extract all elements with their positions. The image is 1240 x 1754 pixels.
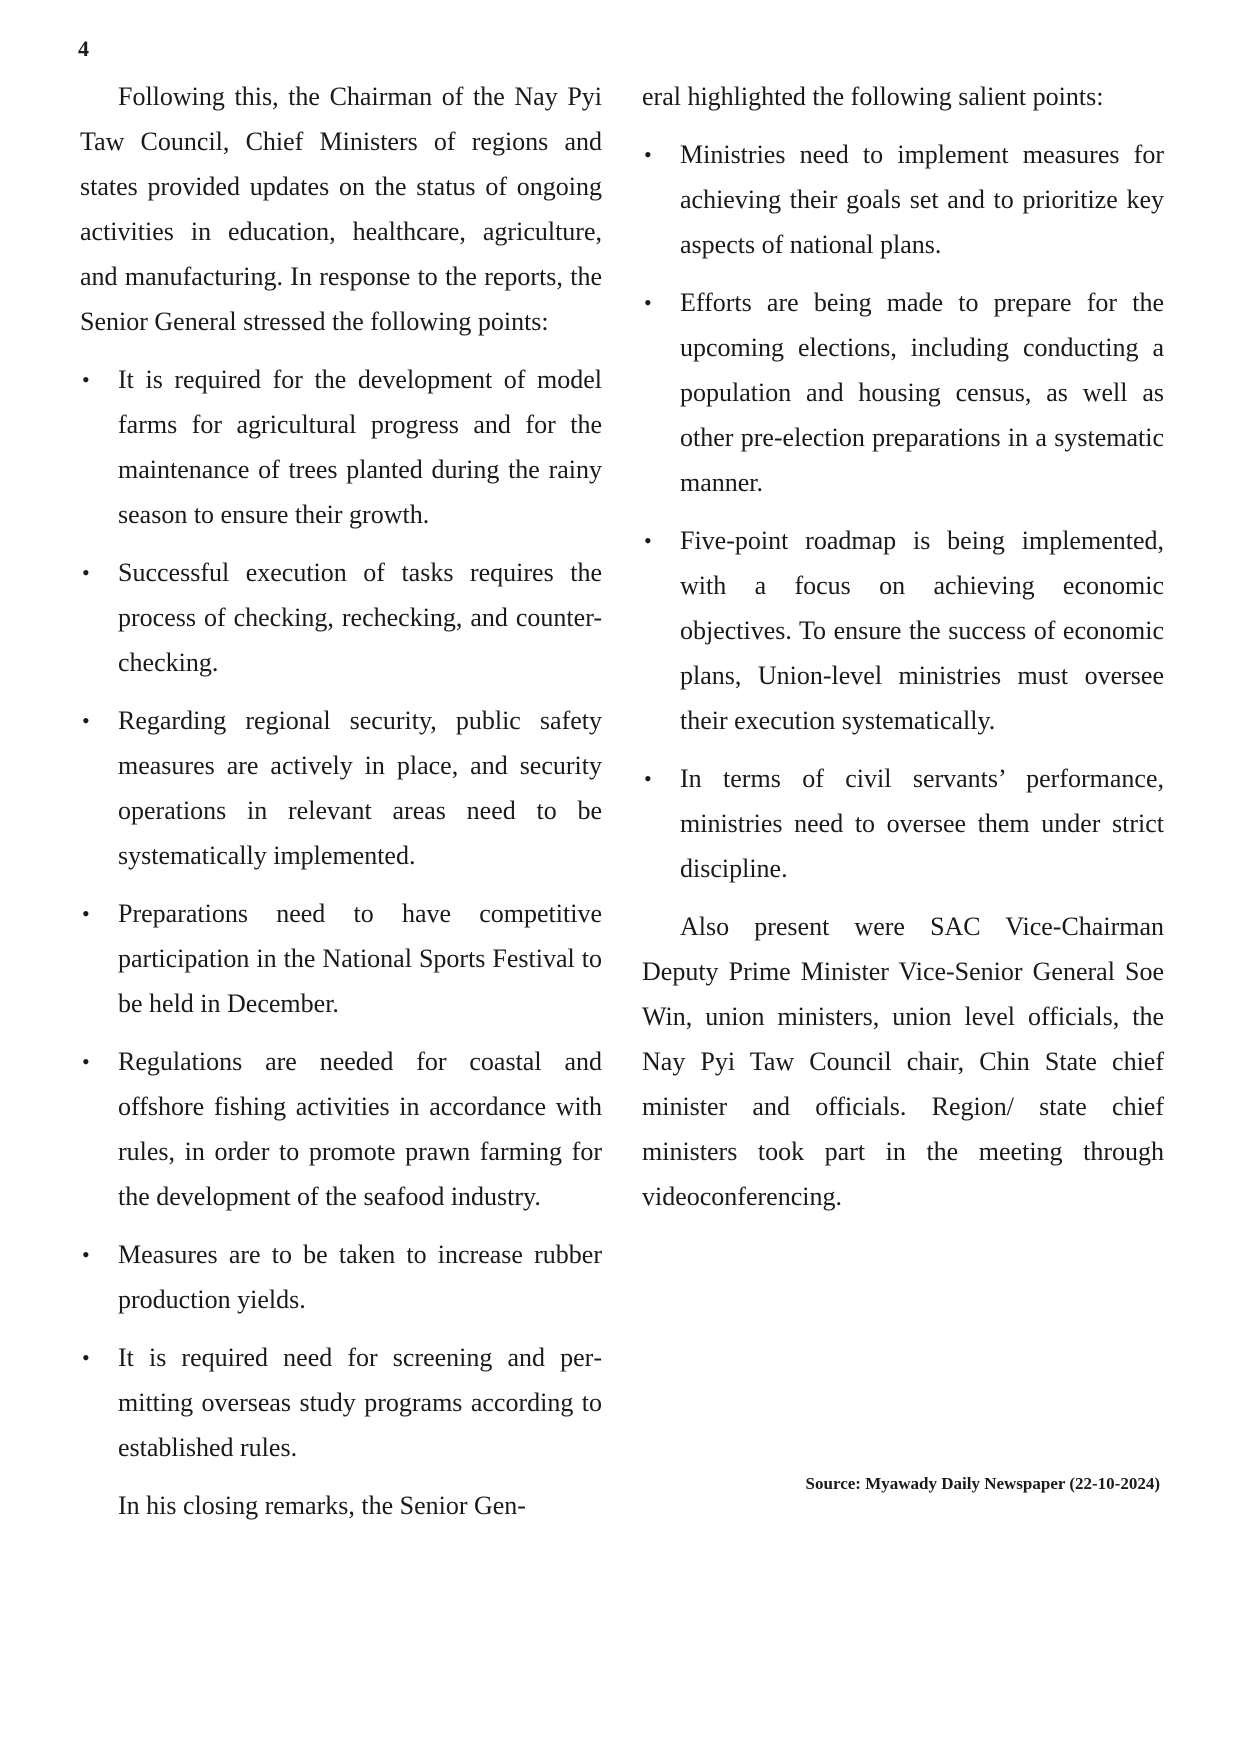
- bullet-icon: •: [644, 766, 652, 791]
- closing-remarks-paragraph: In his closing remarks, the Senior Gen-: [118, 1491, 526, 1520]
- list-item-text: Ministries need to implement measures for achieving their goals set and to prioritize key aspects of national plans.: [680, 140, 1164, 259]
- list-item: [642, 518, 1164, 743]
- bullet-icon: •: [644, 290, 652, 315]
- list-item-text: It is required need for screening and permitting overseas study programs according to established rules.: [118, 1343, 602, 1462]
- senior-general-points-list: [80, 357, 602, 1470]
- list-item: [80, 1232, 602, 1322]
- bullet-icon: •: [82, 901, 90, 926]
- bullet-icon: •: [644, 142, 652, 167]
- list-item: [80, 891, 602, 1026]
- salient-points-list: [642, 132, 1164, 891]
- list-item: [80, 1335, 602, 1470]
- bullet-icon: •: [82, 1049, 90, 1074]
- list-item-text: Successful execution of tasks requires the process of checking, rechecking, and counter-checking.: [118, 558, 602, 677]
- list-item-text: In terms of civil servants’ performance, ministries need to oversee them under strict discipline.: [680, 764, 1164, 883]
- bullet-icon: •: [82, 1242, 90, 1267]
- list-item: [80, 1039, 602, 1219]
- source-credit: Source: Myawady Daily Newspaper (22-10-2024): [805, 1474, 1160, 1493]
- bullet-icon: •: [82, 560, 90, 585]
- list-item: [80, 357, 602, 537]
- bullet-icon: •: [644, 528, 652, 553]
- bullet-icon: •: [82, 367, 90, 392]
- attendees-paragraph: Also present were SAC Vice-Chairman Deputy Prime Minister Vice-Senior General Soe Win, union ministers, union level officials, the Nay Pyi Taw Council chair, Chin State chief minister and officials. Region/ state chief ministers took part in the meeting through videoconferencing.: [642, 912, 1164, 1211]
- list-item-text: Preparations need to have competitive participation in the National Sports Festival to be held in December.: [118, 899, 602, 1018]
- list-item-text: Regulations are needed for coastal and offshore fishing activities in accordance with rules, in order to promote prawn farming for the development of the seafood industry.: [118, 1047, 602, 1211]
- left-column: [80, 74, 602, 1528]
- list-item: [642, 132, 1164, 267]
- list-item-text: Efforts are being made to prepare for the upcoming elections, including conducting a population and housing census, as well as other pre-election preparations in a systematic manner.: [680, 288, 1164, 497]
- continued-paragraph: eral highlighted the following salient points:: [642, 82, 1104, 111]
- list-item: [80, 698, 602, 878]
- list-item-text: It is required for the development of model farms for agricultural progress and for the maintenance of trees planted during the rainy season to ensure their growth.: [118, 365, 602, 529]
- list-item: [642, 756, 1164, 891]
- list-item-text: Measures are to be taken to increase rubber production yields.: [118, 1240, 602, 1314]
- list-item: [642, 280, 1164, 505]
- list-item: [80, 550, 602, 685]
- list-item-text: Regarding regional security, public safety measures are actively in place, and security operations in relevant areas need to be systematically implemented.: [118, 706, 602, 870]
- list-item-text: Five-point roadmap is being implemented, with a focus on achieving economic objectives. To ensure the success of economic plans, Union-level ministries must oversee their execution systematically.: [680, 526, 1164, 735]
- page-number: 4: [78, 36, 89, 61]
- bullet-icon: •: [82, 1345, 90, 1370]
- intro-paragraph: Following this, the Chairman of the Nay Pyi Taw Council, Chief Ministers of regions and states provided updates on the status of ongoing activities in education, healthcare, agriculture, and manufacturing. In response to the reports, the Senior General stressed the following points:: [80, 82, 602, 336]
- right-column: [642, 74, 1164, 1219]
- bullet-icon: •: [82, 708, 90, 733]
